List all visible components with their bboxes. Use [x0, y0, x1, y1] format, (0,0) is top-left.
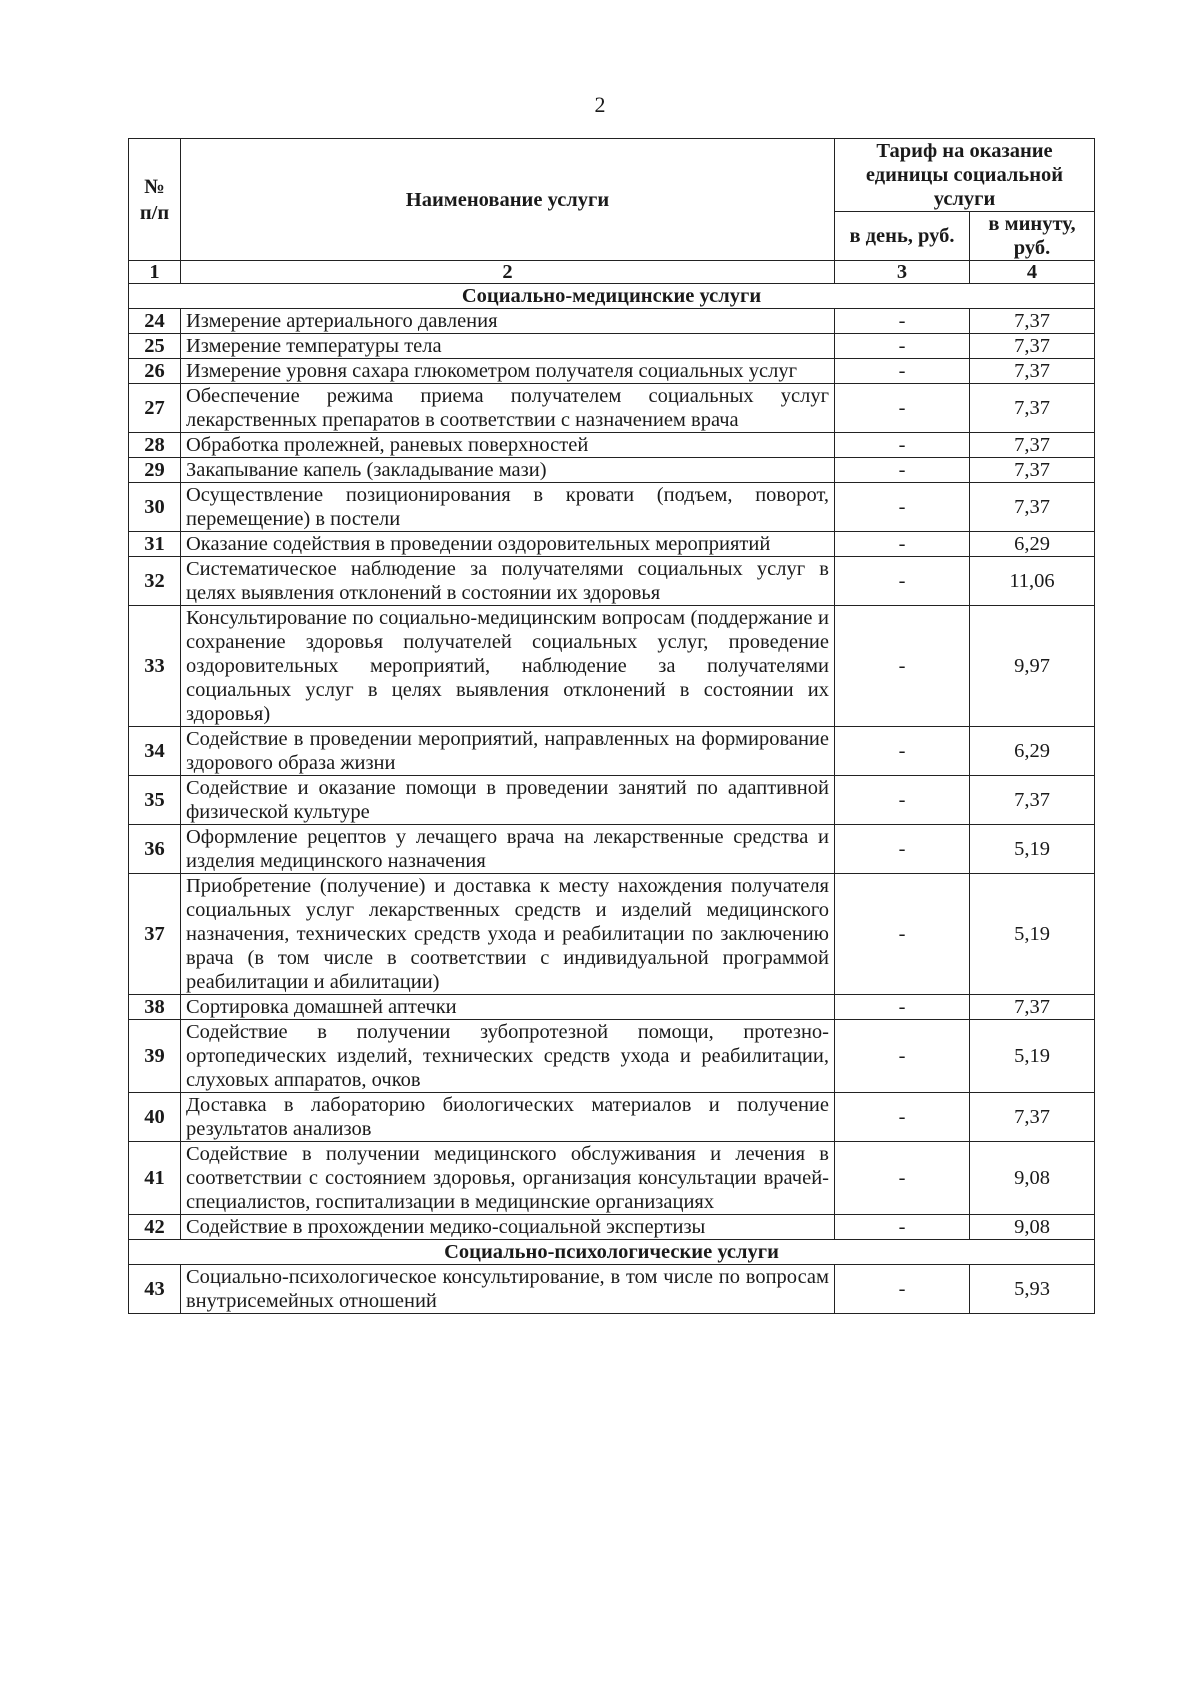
service-name: Консультирование по социально-медицинским вопросам (поддержание и сохранение здоровья получателей социальных услуг, проведение оздоровительных мероприятий, наблюдение за получателями социальных услуг в целях выявления отклонений в состоянии их здоровья) — [181, 606, 835, 727]
service-name: Обработка пролежней, раневых поверхностей — [181, 433, 835, 458]
service-name: Систематическое наблюдение за получателями социальных услуг в целях выявления отклонений в состоянии их здоровья — [181, 557, 835, 606]
table-row — [129, 359, 1095, 384]
table-row — [129, 557, 1095, 606]
tariff-per-minute: 7,37 — [970, 433, 1095, 458]
table-row — [129, 825, 1095, 874]
row-number: 28 — [129, 433, 181, 458]
table-row — [129, 874, 1095, 995]
tariff-per-minute: 5,19 — [970, 825, 1095, 874]
row-number: 36 — [129, 825, 181, 874]
service-name: Доставка в лабораторию биологических материалов и получение результатов анализов — [181, 1093, 835, 1142]
service-name: Содействие в прохождении медико-социальной экспертизы — [181, 1215, 835, 1240]
row-number: 37 — [129, 874, 181, 995]
service-name: Закапывание капель (закладывание мази) — [181, 458, 835, 483]
tariff-per-day: - — [835, 995, 970, 1020]
service-name: Сортировка домашней аптечки — [181, 995, 835, 1020]
row-number: 27 — [129, 384, 181, 433]
tariff-per-minute: 7,37 — [970, 458, 1095, 483]
service-name: Измерение уровня сахара глюкометром получателя социальных услуг — [181, 359, 835, 384]
row-number: 30 — [129, 483, 181, 532]
column-index: 2 — [181, 261, 835, 284]
table-row — [129, 1265, 1095, 1314]
tariff-per-day: - — [835, 1265, 970, 1314]
tariff-per-day: - — [835, 483, 970, 532]
tariff-per-minute: 7,37 — [970, 309, 1095, 334]
tariff-per-minute: 9,97 — [970, 606, 1095, 727]
table-row — [129, 1215, 1095, 1240]
tariff-per-day: - — [835, 1093, 970, 1142]
tariff-per-minute: 6,29 — [970, 727, 1095, 776]
service-name: Социально-психологическое консультирование, в том числе по вопросам внутрисемейных отношений — [181, 1265, 835, 1314]
service-name: Содействие и оказание помощи в проведении занятий по адаптивной физической культуре — [181, 776, 835, 825]
tariff-per-minute: 5,19 — [970, 1020, 1095, 1093]
table-row — [129, 1093, 1095, 1142]
row-number: 33 — [129, 606, 181, 727]
table-row — [129, 606, 1095, 727]
row-number: 24 — [129, 309, 181, 334]
service-name: Приобретение (получение) и доставка к месту нахождения получателя социальных услуг лекарственных средств и изделий медицинского назначения, технических средств ухода и реабилитации по заключению врача (в том числе в соответствии с индивидуальной программой реабилитации и абилитации) — [181, 874, 835, 995]
tariff-per-day: - — [835, 727, 970, 776]
header-service-name: Наименование услуги — [181, 139, 835, 261]
service-name: Обеспечение режима приема получателем социальных услуг лекарственных препаратов в соответствии с назначением врача — [181, 384, 835, 433]
tariff-per-day: - — [835, 433, 970, 458]
tariff-per-day: - — [835, 334, 970, 359]
row-number: 39 — [129, 1020, 181, 1093]
table-header — [129, 139, 1095, 284]
tariff-per-minute: 7,37 — [970, 1093, 1095, 1142]
row-number: 35 — [129, 776, 181, 825]
tariff-per-day: - — [835, 776, 970, 825]
table-row — [129, 1142, 1095, 1215]
row-number: 41 — [129, 1142, 181, 1215]
page-number: 2 — [594, 92, 606, 117]
table-row — [129, 334, 1095, 359]
table-row — [129, 727, 1095, 776]
service-name: Содействие в получении зубопротезной помощи, протезно-ортопедических изделий, технических средств ухода и реабилитации, слуховых аппаратов, очков — [181, 1020, 835, 1093]
row-number: 40 — [129, 1093, 181, 1142]
section-row — [129, 284, 1095, 309]
column-index: 4 — [970, 261, 1095, 284]
header-per-day: в день, руб. — [835, 212, 970, 261]
tariff-per-minute: 7,37 — [970, 995, 1095, 1020]
tariff-per-minute: 7,37 — [970, 776, 1095, 825]
tariff-per-day: - — [835, 557, 970, 606]
tariff-table — [128, 138, 1095, 1314]
tariff-per-minute: 7,37 — [970, 384, 1095, 433]
tariff-per-day: - — [835, 384, 970, 433]
service-name: Содействие в получении медицинского обслуживания и лечения в соответствии с состоянием здоровья, организация консультации врачей-специалистов, госпитализации в медицинские организациях — [181, 1142, 835, 1215]
tariff-per-minute: 5,19 — [970, 874, 1095, 995]
service-name: Осуществление позиционирования в кровати (подъем, поворот, перемещение) в постели — [181, 483, 835, 532]
tariff-per-day: - — [835, 606, 970, 727]
service-name: Измерение артериального давления — [181, 309, 835, 334]
tariff-per-minute: 11,06 — [970, 557, 1095, 606]
table-row — [129, 309, 1095, 334]
table-row — [129, 995, 1095, 1020]
tariff-per-day: - — [835, 1142, 970, 1215]
tariff-per-minute: 5,93 — [970, 1265, 1095, 1314]
row-number: 32 — [129, 557, 181, 606]
section-title: Социально-медицинские услуги — [129, 284, 1095, 309]
header-number: № п/п — [129, 139, 181, 261]
tariff-per-minute: 9,08 — [970, 1215, 1095, 1240]
service-name: Оказание содействия в проведении оздоровительных мероприятий — [181, 532, 835, 557]
row-number: 38 — [129, 995, 181, 1020]
tariff-per-minute: 7,37 — [970, 334, 1095, 359]
service-name: Оформление рецептов у лечащего врача на лекарственные средства и изделия медицинского назначения — [181, 825, 835, 874]
header-tariff: Тариф на оказание единицы социальной услуги — [835, 139, 1095, 212]
row-number: 42 — [129, 1215, 181, 1240]
table-row — [129, 483, 1095, 532]
row-number: 25 — [129, 334, 181, 359]
tariff-per-day: - — [835, 1020, 970, 1093]
table-row — [129, 776, 1095, 825]
row-number: 31 — [129, 532, 181, 557]
tariff-per-day: - — [835, 458, 970, 483]
column-index: 3 — [835, 261, 970, 284]
row-number: 43 — [129, 1265, 181, 1314]
table-row — [129, 384, 1095, 433]
table-row — [129, 433, 1095, 458]
table-row — [129, 458, 1095, 483]
row-number: 34 — [129, 727, 181, 776]
tariff-per-day: - — [835, 825, 970, 874]
table-row — [129, 532, 1095, 557]
tariff-per-minute: 6,29 — [970, 532, 1095, 557]
section-row — [129, 1240, 1095, 1265]
tariff-per-day: - — [835, 1215, 970, 1240]
tariff-per-day: - — [835, 532, 970, 557]
tariff-per-day: - — [835, 874, 970, 995]
tariff-per-day: - — [835, 359, 970, 384]
service-name: Измерение температуры тела — [181, 334, 835, 359]
tariff-per-minute: 7,37 — [970, 359, 1095, 384]
tariff-per-day: - — [835, 309, 970, 334]
table-row — [129, 1020, 1095, 1093]
tariff-per-minute: 7,37 — [970, 483, 1095, 532]
row-number: 26 — [129, 359, 181, 384]
column-index: 1 — [129, 261, 181, 284]
row-number: 29 — [129, 458, 181, 483]
table-body — [129, 284, 1095, 1314]
header-per-minute: в минуту, руб. — [970, 212, 1095, 261]
section-title: Социально-психологические услуги — [129, 1240, 1095, 1265]
service-name: Содействие в проведении мероприятий, направленных на формирование здорового образа жизни — [181, 727, 835, 776]
tariff-per-minute: 9,08 — [970, 1142, 1095, 1215]
